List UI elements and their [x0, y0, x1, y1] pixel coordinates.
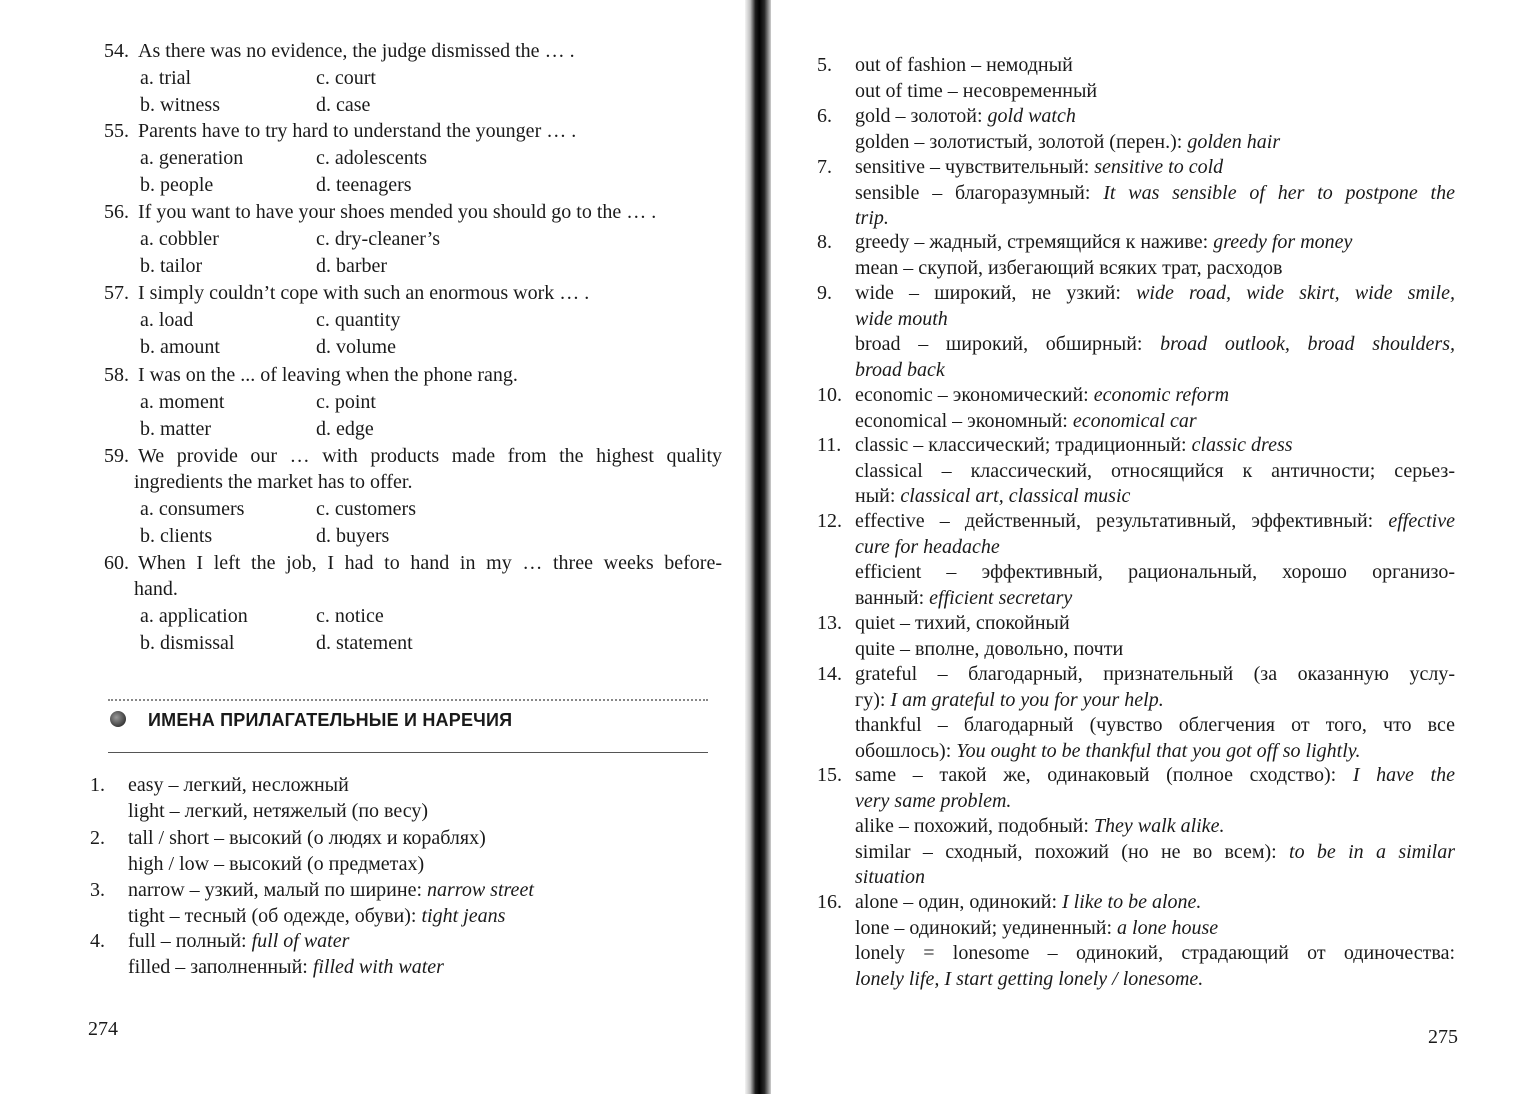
question-text-line: [104, 469, 722, 495]
right-page: [770, 0, 1524, 1094]
entry-text: high / low – высокий (о предметах): [128, 852, 425, 875]
answer-option: a. cobbler: [140, 228, 219, 250]
vocab-entry: [90, 826, 598, 877]
book-gutter: [745, 0, 771, 1094]
answer-option: b. witness: [140, 94, 220, 116]
entry-line: [855, 307, 1455, 333]
entry-text: filled – заполненный:: [128, 955, 313, 978]
entry-line: [128, 773, 598, 799]
question-item: [104, 280, 722, 306]
answer-option: b. people: [140, 174, 214, 196]
entry-line: [855, 79, 1455, 105]
vocab-entry: [90, 773, 598, 824]
question-text: Parents have to try hard to understand the younger … .: [138, 120, 577, 142]
answer-option: b. dismissal: [140, 632, 235, 654]
entry-number: 1.: [90, 774, 105, 796]
entry-line: [855, 206, 1455, 232]
entry-line: [128, 878, 598, 904]
section-title: ИМЕНА ПРИЛАГАТЕЛЬНЫЕ И НАРЕЧИЯ: [148, 710, 513, 730]
entry-line: [855, 256, 1455, 282]
entry-example: I am grateful to you for your help.: [890, 688, 1164, 711]
vocab-entry: [817, 53, 1455, 104]
entry-text: gold – золотой:: [855, 105, 988, 127]
entry-example: cure for headache: [855, 535, 1000, 558]
entry-text: broad – широкий, обширный:: [855, 333, 1161, 356]
entry-line: [855, 560, 1455, 586]
answer-option: a. consumers: [140, 498, 245, 520]
entry-example: It was sensible of her to postpone the: [1103, 181, 1455, 204]
entry-text: ный:: [855, 485, 901, 508]
entry-line: [128, 955, 598, 981]
vocab-entry: [817, 662, 1455, 764]
entry-number: 7.: [817, 156, 832, 178]
entry-text: similar – сходный, похожий (но не во всем):: [855, 840, 1290, 863]
vocab-entry: [817, 230, 1455, 281]
entry-text: alike – похожий, подобный:: [855, 815, 1094, 838]
left-page-number: 274: [88, 1018, 118, 1040]
entry-line: [855, 535, 1455, 561]
entry-text: efficient – эффективный, рациональный, хорошо организо-: [855, 561, 1455, 584]
entry-example: They walk alike.: [1093, 815, 1225, 838]
question-number: 56.: [104, 201, 129, 223]
entry-line: [855, 611, 1455, 637]
question-number: 55.: [104, 120, 129, 142]
entry-text: golden – золотистый, золотой (перен.):: [855, 130, 1188, 153]
entry-text: tall / short – высокий (о людях и кораблях): [128, 827, 486, 849]
question-text-line: [104, 550, 722, 576]
entry-text: out of fashion – немодный: [855, 54, 1073, 76]
entry-line: [855, 916, 1455, 942]
entry-example: to be in a similar: [1289, 840, 1456, 863]
entry-line: [855, 739, 1455, 765]
section-bullet-icon: [110, 711, 126, 727]
entry-text: classical – классический, относящийся к античности; серьез-: [855, 459, 1455, 482]
question-number: 58.: [104, 364, 129, 386]
question-text: hand.: [134, 578, 178, 600]
entry-text: light – легкий, нетяжелый (по весу): [128, 799, 428, 822]
question-item: [104, 550, 722, 602]
entry-text: grateful – благодарный, признательный (за оказанную услу-: [855, 663, 1455, 685]
entry-line: [855, 509, 1455, 535]
entry-example: full of water: [251, 930, 350, 952]
vocab-entry: [817, 155, 1455, 232]
answer-option: a. application: [140, 605, 248, 627]
entry-text: greedy – жадный, стремящийся к наживе:: [855, 231, 1214, 253]
question-number: 59.: [104, 445, 129, 467]
answer-option: d. statement: [316, 632, 413, 654]
entry-text: quite – вполне, довольно, почти: [855, 637, 1124, 660]
vocab-entry: [817, 383, 1455, 434]
entry-text: mean – скупой, избегающий всяких трат, расходов: [855, 256, 1283, 279]
entry-text: sensible – благоразумный:: [855, 181, 1104, 204]
entry-number: 14.: [817, 663, 842, 685]
entry-line: [855, 332, 1455, 358]
entry-line: [855, 840, 1455, 866]
entry-text: alone – один, одинокий:: [855, 891, 1063, 913]
entry-line: [855, 130, 1455, 156]
entry-text: lonely = lonesome – одинокий, страдающий от одиночества:: [855, 942, 1455, 965]
answer-option: c. dry-cleaner’s: [316, 228, 441, 250]
entry-example: lonely life, I start getting lonely / lonesome.: [855, 967, 1204, 990]
entry-line: [855, 459, 1455, 485]
entry-example: trip.: [855, 207, 889, 230]
entry-example: classical art, classical music: [900, 485, 1131, 508]
entry-text: full – полный:: [128, 930, 252, 952]
entry-example: a lone house: [1117, 916, 1219, 939]
entry-example: You ought to be thankful that you got off so lightly.: [956, 739, 1361, 762]
question-text-line: [104, 118, 722, 144]
entry-line: [855, 967, 1455, 993]
entry-text: обошлось):: [855, 739, 957, 762]
entry-line: [855, 890, 1455, 916]
entry-line: [855, 789, 1455, 815]
answer-option: b. matter: [140, 418, 212, 440]
question-text-line: [104, 280, 722, 306]
entry-line: [855, 637, 1455, 663]
answer-option: c. quantity: [316, 309, 401, 331]
entry-text: quiet – тихий, спокойный: [855, 612, 1070, 634]
question-item: [104, 118, 722, 144]
entry-example: I like to be alone.: [1062, 891, 1202, 913]
entry-number: 11.: [817, 434, 842, 456]
question-text: I was on the ... of leaving when the phone rang.: [138, 364, 518, 386]
question-text: As there was no evidence, the judge dismissed the … .: [138, 40, 575, 62]
question-number: 57.: [104, 282, 129, 304]
entry-example: effective: [1388, 510, 1455, 532]
question-text-line: [104, 362, 722, 388]
answer-option: b. tailor: [140, 255, 203, 277]
entry-text: narrow – узкий, малый по ширине:: [128, 879, 428, 901]
entry-number: 16.: [817, 891, 842, 913]
entry-number: 6.: [817, 105, 832, 127]
answer-option: b. amount: [140, 336, 220, 358]
vocab-entry: [90, 878, 598, 929]
entry-example: filled with water: [312, 955, 444, 978]
entry-text: economical – экономный:: [855, 409, 1073, 432]
entry-line: [855, 763, 1455, 789]
question-text: ingredients the market has to offer.: [134, 471, 413, 493]
entry-number: 8.: [817, 231, 832, 253]
question-text: If you want to have your shoes mended you should go to the … .: [138, 201, 657, 223]
entry-line: [855, 230, 1455, 256]
question-text-line: [104, 199, 722, 225]
entry-number: 9.: [817, 282, 832, 304]
entry-example: tight jeans: [421, 904, 506, 927]
entry-line: [855, 409, 1455, 435]
entry-example: economical car: [1072, 409, 1197, 432]
vocab-entry: [817, 763, 1456, 891]
right-page-number: 275: [1428, 1026, 1458, 1048]
entry-example: economic reform: [1093, 384, 1230, 406]
answer-option: d. case: [316, 94, 371, 116]
answer-option: d. barber: [316, 255, 388, 277]
entry-line: [128, 904, 598, 930]
vocab-entry: [817, 890, 1455, 992]
entry-line: [855, 181, 1455, 207]
question-text-line: [104, 443, 722, 469]
entry-text: ванный:: [855, 586, 930, 609]
entry-text: thankful – благодарный (чувство облегчения от того, что все: [855, 714, 1455, 737]
entry-text: classic – классический; традиционный:: [855, 434, 1192, 456]
vocab-entry: [817, 433, 1455, 510]
entry-number: 5.: [817, 54, 832, 76]
question-text-line: [104, 38, 722, 64]
entry-line: [128, 799, 598, 825]
answer-option: c. notice: [316, 605, 384, 627]
entry-example: wide mouth: [855, 307, 948, 330]
entry-line: [855, 865, 1455, 891]
entry-example: greedy for money: [1213, 231, 1353, 253]
entry-line: [855, 281, 1455, 307]
question-item: [104, 38, 722, 64]
question-item: [104, 362, 722, 388]
entry-example: sensitive to cold: [1094, 156, 1224, 178]
entry-line: [855, 688, 1455, 714]
vocab-entry: [817, 281, 1455, 383]
entry-example: situation: [855, 866, 926, 889]
entry-number: 10.: [817, 384, 842, 406]
answer-option: c. customers: [316, 498, 416, 520]
entry-line: [128, 826, 598, 852]
entry-text: sensitive – чувствительный:: [855, 156, 1095, 178]
entry-line: [855, 586, 1455, 612]
entry-number: 2.: [90, 827, 105, 849]
answer-option: b. clients: [140, 525, 213, 547]
entry-line: [855, 383, 1455, 409]
answer-option: d. buyers: [316, 525, 390, 547]
entry-text: effective – действенный, результативный, эффективный:: [855, 510, 1389, 532]
entry-example: efficient secretary: [929, 586, 1073, 609]
entry-line: [128, 852, 598, 878]
entry-number: 13.: [817, 612, 842, 634]
left-page: [0, 0, 745, 1094]
entry-text: out of time – несовременный: [855, 79, 1098, 102]
entry-text: tight – тесный (об одежде, обуви):: [128, 904, 422, 927]
vocab-entry: [817, 104, 1455, 155]
entry-number: 4.: [90, 930, 105, 952]
entry-example: I have the: [1352, 764, 1455, 786]
question-text-line: [104, 576, 722, 602]
answer-option: c. point: [316, 391, 376, 413]
answer-option: d. teenagers: [316, 174, 412, 196]
vocab-entry: [817, 611, 1455, 662]
question-text: We provide our … with products made from the highest quality: [138, 445, 722, 467]
answer-option: a. trial: [140, 67, 192, 89]
entry-line: [855, 941, 1455, 967]
entry-text: wide – широкий, не узкий:: [855, 282, 1137, 304]
entry-line: [855, 713, 1455, 739]
entry-number: 12.: [817, 510, 842, 532]
question-text: When I left the job, I had to hand in my … three weeks before-: [138, 552, 722, 574]
entry-example: gold watch: [987, 105, 1076, 127]
answer-option: d. edge: [316, 418, 374, 440]
entry-line: [855, 104, 1455, 130]
answer-option: c. adolescents: [316, 147, 428, 169]
entry-text: lone – одинокий; уединенный:: [855, 916, 1118, 939]
answer-option: a. load: [140, 309, 194, 331]
vocab-entry: [90, 929, 598, 980]
entry-number: 15.: [817, 764, 842, 786]
answer-option: a. generation: [140, 147, 244, 169]
answer-option: d. volume: [316, 336, 396, 358]
entry-line: [128, 929, 598, 955]
entry-line: [855, 814, 1455, 840]
entry-example: wide road, wide skirt, wide smile,: [1136, 282, 1455, 304]
entry-example: very same problem.: [855, 789, 1012, 812]
answer-option: a. moment: [140, 391, 225, 413]
entry-text: economic – экономический:: [855, 384, 1094, 406]
question-item: [104, 199, 722, 225]
question-text: I simply couldn’t cope with such an enormous work … .: [138, 282, 590, 304]
entry-line: [855, 155, 1455, 181]
vocab-entry: [817, 509, 1455, 611]
entry-text: гу):: [855, 688, 891, 711]
question-item: [104, 443, 722, 495]
entry-line: [855, 433, 1455, 459]
section-bottom-rule: [108, 752, 708, 753]
entry-example: broad back: [855, 358, 945, 381]
entry-line: [855, 662, 1455, 688]
entry-line: [855, 358, 1455, 384]
question-number: 54.: [104, 40, 129, 62]
entry-example: golden hair: [1187, 130, 1281, 153]
section-top-rule: [108, 699, 708, 701]
entry-line: [855, 484, 1455, 510]
question-number: 60.: [104, 552, 129, 574]
entry-text: same – такой же, одинаковый (полное сходство):: [855, 764, 1353, 786]
entry-example: classic dress: [1191, 434, 1293, 456]
entry-example: broad outlook, broad shoulders,: [1160, 333, 1455, 356]
answer-option: c. court: [316, 67, 376, 89]
entry-text: easy – легкий, несложный: [128, 774, 349, 796]
entry-line: [855, 53, 1455, 79]
entry-example: narrow street: [427, 879, 534, 901]
entry-number: 3.: [90, 879, 105, 901]
